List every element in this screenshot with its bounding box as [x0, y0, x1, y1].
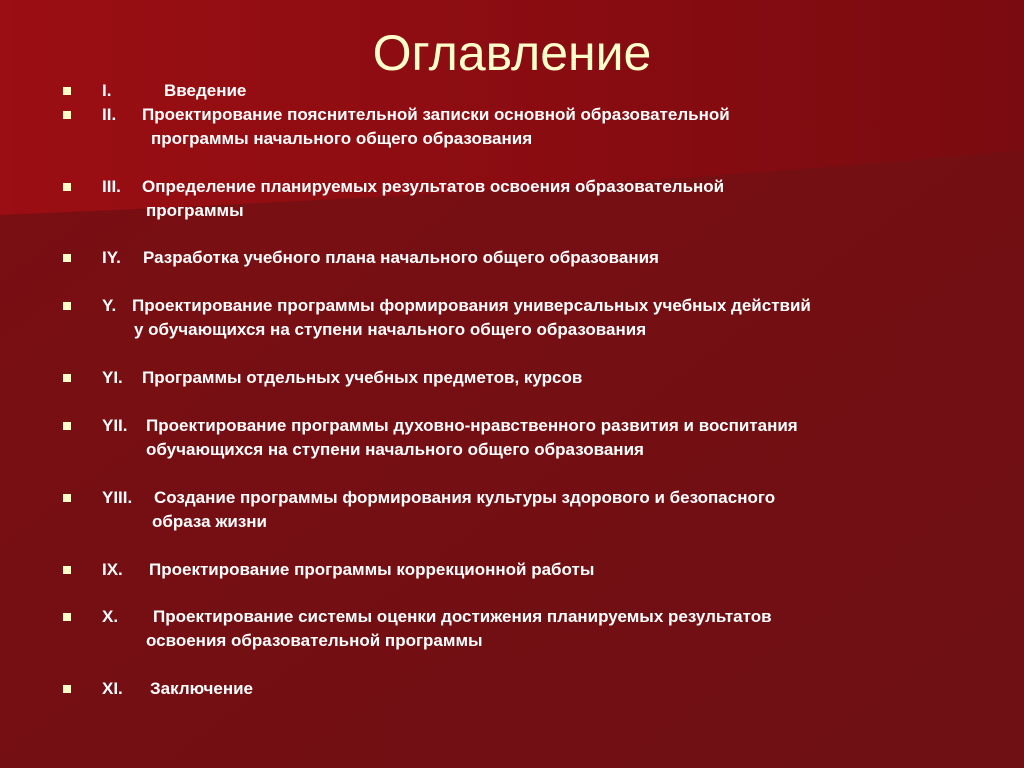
item-text-continued: освоения образовательной программы [146, 631, 483, 650]
item-text-continued: программы начального общего образования [151, 129, 533, 148]
item-text: Создание программы формирования культуры здорового и безопасного [154, 488, 776, 507]
square-bullet-icon [63, 87, 71, 95]
square-bullet-icon [63, 613, 71, 621]
item-number: X. [102, 607, 119, 626]
square-bullet-icon [63, 254, 71, 262]
square-bullet-icon [63, 374, 71, 382]
item-number: YI. [102, 368, 123, 387]
square-bullet-icon [63, 494, 71, 502]
item-text-continued: образа жизни [152, 512, 268, 531]
square-bullet-icon [63, 302, 71, 310]
item-text: Разработка учебного плана начального общего образования [143, 248, 659, 267]
item-number: II. [102, 105, 117, 124]
item-text-continued: обучающихся на ступени начального общего образования [146, 440, 644, 459]
item-number: IX. [102, 560, 123, 579]
item-text: Проектирование программы коррекционной работы [149, 560, 595, 579]
item-text: Проектирование программы формирования универсальных учебных действий [132, 296, 811, 315]
item-number: Y. [102, 296, 117, 315]
square-bullet-icon [63, 111, 71, 119]
item-number: YIII. [102, 488, 133, 507]
item-text: Проектирование пояснительной записки основной образовательной [142, 105, 730, 124]
square-bullet-icon [63, 685, 71, 693]
item-text: Проектирование программы духовно-нравственного развития и воспитания [146, 416, 798, 435]
slide-title: Оглавление [372, 25, 652, 81]
square-bullet-icon [63, 422, 71, 430]
square-bullet-icon [63, 183, 71, 191]
toc-item-11 [66, 677, 253, 768]
item-text: Введение [164, 81, 247, 100]
item-number: IY. [102, 248, 121, 267]
item-number: XI. [102, 679, 123, 698]
item-number: YII. [102, 416, 128, 435]
item-text-continued: у обучающихся на ступени начального общего образования [134, 320, 647, 339]
square-bullet-icon [63, 566, 71, 574]
item-number: III. [102, 177, 121, 196]
item-text: Определение планируемых результатов освоения образовательной [142, 177, 725, 196]
item-text: Проектирование системы оценки достижения планируемых результатов [153, 607, 772, 626]
item-number: I. [102, 81, 112, 100]
item-text: Программы отдельных учебных предметов, курсов [142, 368, 583, 387]
item-text-continued: программы [146, 201, 244, 220]
item-text: Заключение [150, 679, 253, 698]
